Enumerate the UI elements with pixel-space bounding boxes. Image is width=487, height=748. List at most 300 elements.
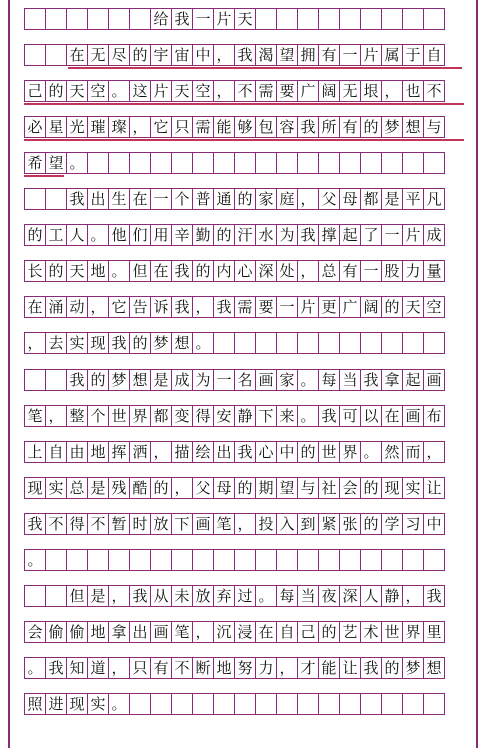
grid-cell: 现 bbox=[381, 477, 403, 499]
grid-cell: 给 bbox=[150, 8, 172, 30]
grid-cell: 天 bbox=[66, 260, 88, 282]
grid-cell: 画 bbox=[150, 621, 172, 643]
grid-cell bbox=[129, 8, 151, 30]
grid-cell: 的 bbox=[381, 657, 403, 679]
grid-cell bbox=[339, 549, 361, 571]
grid-cell: 成 bbox=[423, 224, 445, 246]
grid-cell: 一 bbox=[276, 296, 298, 318]
grid-cell bbox=[87, 152, 109, 174]
grid-cell: 到 bbox=[297, 513, 319, 535]
grid-cell: 空 bbox=[423, 296, 445, 318]
grid-cell: 想 bbox=[171, 332, 193, 354]
grid-cell: 能 bbox=[318, 657, 340, 679]
grid-cell bbox=[150, 152, 172, 174]
grid-cell: 股 bbox=[381, 260, 403, 282]
grid-cell bbox=[318, 693, 340, 715]
grid-cell: 中 bbox=[423, 513, 445, 535]
grid-row bbox=[24, 441, 464, 463]
grid-cell: 的 bbox=[24, 224, 46, 246]
grid-cell: 片 bbox=[297, 296, 319, 318]
grid-cell: ， bbox=[150, 441, 172, 463]
grid-row bbox=[24, 369, 464, 391]
grid-cell: 得 bbox=[192, 405, 214, 427]
grid-row bbox=[24, 405, 464, 427]
grid-cell bbox=[45, 369, 67, 391]
grid-cell: 道 bbox=[87, 657, 109, 679]
grid-cell bbox=[129, 549, 151, 571]
grid-cell bbox=[423, 332, 445, 354]
grid-cell: 梦 bbox=[150, 332, 172, 354]
grid-row bbox=[24, 188, 464, 210]
grid-cell: 过 bbox=[234, 585, 256, 607]
right-margin-line bbox=[476, 0, 478, 748]
grid-cell bbox=[234, 693, 256, 715]
grid-row bbox=[24, 116, 464, 138]
grid-cell: 才 bbox=[297, 657, 319, 679]
grid-cell bbox=[381, 152, 403, 174]
grid-cell: 从 bbox=[150, 585, 172, 607]
grid-row bbox=[24, 152, 464, 174]
grid-cell: 自 bbox=[276, 621, 298, 643]
grid-cell bbox=[66, 8, 88, 30]
grid-cell: 静 bbox=[381, 585, 403, 607]
grid-row bbox=[24, 657, 464, 679]
grid-cell: 拿 bbox=[381, 369, 403, 391]
grid-cell bbox=[24, 369, 46, 391]
grid-cell bbox=[150, 693, 172, 715]
grid-cell bbox=[87, 8, 109, 30]
grid-cell: 要 bbox=[255, 296, 277, 318]
grid-cell: 不 bbox=[423, 80, 445, 102]
grid-cell bbox=[213, 332, 235, 354]
grid-cell: 深 bbox=[339, 585, 361, 607]
grid-cell: 现 bbox=[87, 332, 109, 354]
grid-cell: 宙 bbox=[171, 44, 193, 66]
grid-cell: 片 bbox=[213, 8, 235, 30]
grid-cell: 于 bbox=[402, 44, 424, 66]
grid-cell bbox=[255, 8, 277, 30]
grid-cell bbox=[171, 549, 193, 571]
grid-cell: 希 bbox=[24, 152, 46, 174]
grid-cell: ， bbox=[129, 116, 151, 138]
grid-cell: 绘 bbox=[192, 441, 214, 463]
grid-cell: 我 bbox=[66, 369, 88, 391]
grid-cell: 暂 bbox=[108, 513, 130, 535]
grid-cell bbox=[45, 549, 67, 571]
grid-cell bbox=[339, 152, 361, 174]
grid-cell bbox=[24, 8, 46, 30]
grid-cell: 心 bbox=[234, 260, 256, 282]
grid-cell: 我 bbox=[24, 513, 46, 535]
grid-cell: 社 bbox=[318, 477, 340, 499]
grid-cell: 广 bbox=[339, 296, 361, 318]
grid-cell: 告 bbox=[129, 296, 151, 318]
grid-row bbox=[24, 621, 464, 643]
grid-cell: 世 bbox=[318, 441, 340, 463]
grid-cell: 尽 bbox=[108, 44, 130, 66]
grid-cell bbox=[297, 693, 319, 715]
grid-cell bbox=[24, 585, 46, 607]
grid-cell: 父 bbox=[192, 477, 214, 499]
grid-cell: 工 bbox=[45, 224, 67, 246]
grid-cell: 进 bbox=[45, 693, 67, 715]
red-underline bbox=[24, 103, 464, 105]
grid-cell bbox=[192, 152, 214, 174]
grid-cell: 我 bbox=[360, 369, 382, 391]
grid-cell bbox=[402, 332, 424, 354]
grid-cell: 望 bbox=[276, 477, 298, 499]
grid-row bbox=[24, 332, 464, 354]
grid-cell: 艺 bbox=[339, 621, 361, 643]
grid-cell: 天 bbox=[234, 8, 256, 30]
grid-cell bbox=[108, 152, 130, 174]
grid-cell: ， bbox=[87, 296, 109, 318]
grid-cell: 光 bbox=[66, 116, 88, 138]
grid-cell bbox=[255, 549, 277, 571]
grid-cell bbox=[45, 585, 67, 607]
grid-cell: 画 bbox=[402, 405, 424, 427]
grid-row bbox=[24, 585, 464, 607]
left-margin-line bbox=[8, 0, 10, 748]
grid-cell: 的 bbox=[297, 441, 319, 463]
grid-cell: 变 bbox=[171, 405, 193, 427]
grid-cell: 里 bbox=[423, 621, 445, 643]
grid-cell bbox=[234, 549, 256, 571]
grid-cell: 为 bbox=[276, 224, 298, 246]
grid-cell: 量 bbox=[423, 260, 445, 282]
grid-cell: ， bbox=[423, 441, 445, 463]
grid-cell: 拥 bbox=[297, 44, 319, 66]
grid-cell: 梦 bbox=[108, 369, 130, 391]
grid-row bbox=[24, 549, 464, 571]
grid-cell: 梦 bbox=[381, 116, 403, 138]
grid-cell bbox=[402, 549, 424, 571]
grid-cell: 辛 bbox=[171, 224, 193, 246]
grid-cell bbox=[423, 152, 445, 174]
grid-cell bbox=[255, 332, 277, 354]
grid-cell: 。 bbox=[108, 693, 130, 715]
grid-cell: ， bbox=[234, 513, 256, 535]
grid-cell: 画 bbox=[423, 369, 445, 391]
grid-cell bbox=[108, 549, 130, 571]
grid-cell: 空 bbox=[87, 80, 109, 102]
grid-cell: 实 bbox=[402, 477, 424, 499]
grid-cell: 的 bbox=[45, 80, 67, 102]
grid-cell bbox=[360, 8, 382, 30]
grid-row bbox=[24, 80, 464, 102]
grid-cell: 片 bbox=[360, 44, 382, 66]
grid-cell: 实 bbox=[45, 477, 67, 499]
grid-cell: 。 bbox=[297, 369, 319, 391]
grid-cell: 酷 bbox=[129, 477, 151, 499]
grid-cell: 不 bbox=[45, 513, 67, 535]
grid-cell: 会 bbox=[339, 477, 361, 499]
grid-cell: ， bbox=[381, 80, 403, 102]
grid-cell: 。 bbox=[108, 80, 130, 102]
grid-cell: 习 bbox=[402, 513, 424, 535]
grid-cell bbox=[213, 549, 235, 571]
grid-cell: 但 bbox=[66, 585, 88, 607]
grid-cell: 汗 bbox=[234, 224, 256, 246]
grid-cell: 容 bbox=[276, 116, 298, 138]
grid-cell: 深 bbox=[255, 260, 277, 282]
grid-cell: 属 bbox=[381, 44, 403, 66]
grid-cell bbox=[318, 332, 340, 354]
grid-cell: 下 bbox=[255, 405, 277, 427]
grid-row bbox=[24, 693, 464, 715]
grid-cell bbox=[297, 8, 319, 30]
grid-cell: 一 bbox=[213, 369, 235, 391]
grid-cell: ， bbox=[297, 188, 319, 210]
grid-cell: 是 bbox=[87, 585, 109, 607]
grid-cell: 但 bbox=[129, 260, 151, 282]
grid-cell: 中 bbox=[276, 441, 298, 463]
grid-cell: 照 bbox=[24, 693, 46, 715]
grid-cell: 长 bbox=[24, 260, 46, 282]
grid-row bbox=[24, 296, 464, 318]
grid-cell: 包 bbox=[255, 116, 277, 138]
grid-cell: 我 bbox=[171, 260, 193, 282]
grid-cell: 自 bbox=[423, 44, 445, 66]
grid-cell: 期 bbox=[255, 477, 277, 499]
grid-cell: 望 bbox=[276, 44, 298, 66]
grid-cell bbox=[192, 549, 214, 571]
grid-cell: 必 bbox=[24, 116, 46, 138]
grid-cell: 有 bbox=[339, 260, 361, 282]
red-underline bbox=[68, 67, 462, 69]
grid-cell: 也 bbox=[402, 80, 424, 102]
grid-cell: 与 bbox=[423, 116, 445, 138]
grid-cell: 总 bbox=[66, 477, 88, 499]
grid-cell: 不 bbox=[171, 657, 193, 679]
grid-cell: 父 bbox=[318, 188, 340, 210]
grid-cell: 不 bbox=[87, 513, 109, 535]
grid-cell: 梦 bbox=[402, 657, 424, 679]
grid-cell: 现 bbox=[24, 477, 46, 499]
grid-cell bbox=[381, 332, 403, 354]
grid-cell: 渴 bbox=[255, 44, 277, 66]
grid-cell: 去 bbox=[45, 332, 67, 354]
grid-cell bbox=[213, 152, 235, 174]
grid-cell: 想 bbox=[402, 116, 424, 138]
grid-cell: 都 bbox=[360, 188, 382, 210]
grid-cell: 来 bbox=[276, 405, 298, 427]
grid-cell: 上 bbox=[24, 441, 46, 463]
grid-cell: 我 bbox=[129, 585, 151, 607]
grid-cell: 内 bbox=[213, 260, 235, 282]
grid-cell: 宇 bbox=[150, 44, 172, 66]
grid-cell: 让 bbox=[423, 477, 445, 499]
grid-cell: 可 bbox=[339, 405, 361, 427]
grid-cell: 个 bbox=[87, 405, 109, 427]
grid-cell: ， bbox=[108, 585, 130, 607]
grid-cell bbox=[381, 549, 403, 571]
grid-cell: ， bbox=[192, 296, 214, 318]
grid-cell: 只 bbox=[129, 657, 151, 679]
grid-cell bbox=[276, 332, 298, 354]
grid-cell: 的 bbox=[192, 260, 214, 282]
grid-cell: 只 bbox=[171, 116, 193, 138]
grid-cell: 这 bbox=[129, 80, 151, 102]
grid-cell: 下 bbox=[171, 513, 193, 535]
grid-cell: 我 bbox=[423, 585, 445, 607]
grid-cell: 总 bbox=[318, 260, 340, 282]
grid-cell bbox=[402, 693, 424, 715]
grid-cell bbox=[297, 549, 319, 571]
grid-cell: 阔 bbox=[360, 296, 382, 318]
grid-cell: 每 bbox=[318, 369, 340, 391]
grid-cell: 通 bbox=[213, 188, 235, 210]
grid-cell bbox=[255, 693, 277, 715]
grid-cell: 布 bbox=[423, 405, 445, 427]
grid-row bbox=[24, 260, 464, 282]
grid-cell bbox=[402, 8, 424, 30]
grid-cell: 阔 bbox=[318, 80, 340, 102]
grid-cell: 在 bbox=[255, 621, 277, 643]
grid-cell bbox=[192, 693, 214, 715]
grid-cell: 我 bbox=[234, 441, 256, 463]
grid-cell: 片 bbox=[150, 80, 172, 102]
grid-cell: 的 bbox=[360, 513, 382, 535]
grid-row bbox=[24, 44, 464, 66]
grid-cell: 静 bbox=[234, 405, 256, 427]
grid-cell: 一 bbox=[339, 44, 361, 66]
grid-cell: 地 bbox=[87, 621, 109, 643]
grid-cell: 人 bbox=[360, 585, 382, 607]
grid-cell: 。 bbox=[87, 224, 109, 246]
grid-cell bbox=[297, 332, 319, 354]
grid-cell: 的 bbox=[129, 44, 151, 66]
grid-cell bbox=[423, 549, 445, 571]
grid-cell: 无 bbox=[87, 44, 109, 66]
grid-cell: 残 bbox=[108, 477, 130, 499]
grid-cell: 整 bbox=[66, 405, 88, 427]
grid-cell: 拿 bbox=[108, 621, 130, 643]
grid-cell bbox=[297, 152, 319, 174]
grid-cell bbox=[66, 549, 88, 571]
grid-cell: 。 bbox=[192, 332, 214, 354]
grid-cell: 为 bbox=[192, 369, 214, 391]
grid-cell: 它 bbox=[150, 116, 172, 138]
grid-cell: 一 bbox=[360, 260, 382, 282]
grid-cell: 界 bbox=[402, 621, 424, 643]
grid-row bbox=[24, 8, 464, 30]
grid-cell: ， bbox=[24, 332, 46, 354]
grid-cell: 与 bbox=[297, 477, 319, 499]
grid-cell: 出 bbox=[129, 621, 151, 643]
grid-cell: 它 bbox=[108, 296, 130, 318]
grid-cell: ， bbox=[213, 80, 235, 102]
grid-cell bbox=[171, 693, 193, 715]
grid-cell: 的 bbox=[381, 296, 403, 318]
grid-cell: 生 bbox=[108, 188, 130, 210]
grid-cell: 人 bbox=[66, 224, 88, 246]
grid-cell: ， bbox=[276, 657, 298, 679]
grid-cell bbox=[339, 332, 361, 354]
grid-cell: 地 bbox=[87, 441, 109, 463]
grid-cell: 够 bbox=[234, 116, 256, 138]
grid-cell bbox=[381, 693, 403, 715]
grid-cell: 知 bbox=[66, 657, 88, 679]
grid-cell: 的 bbox=[45, 260, 67, 282]
grid-cell: 能 bbox=[213, 116, 235, 138]
grid-cell bbox=[45, 188, 67, 210]
grid-cell: 一 bbox=[192, 8, 214, 30]
grid-cell: 我 bbox=[171, 8, 193, 30]
grid-cell: 沉 bbox=[213, 621, 235, 643]
grid-cell: 断 bbox=[192, 657, 214, 679]
grid-cell: 想 bbox=[129, 369, 151, 391]
grid-cell: 在 bbox=[24, 296, 46, 318]
grid-cell: 术 bbox=[360, 621, 382, 643]
grid-cell: 们 bbox=[129, 224, 151, 246]
grid-cell: 。 bbox=[66, 152, 88, 174]
grid-cell: 我 bbox=[108, 332, 130, 354]
grid-cell: 实 bbox=[66, 332, 88, 354]
grid-cell: 努 bbox=[234, 657, 256, 679]
grid-cell: 个 bbox=[171, 188, 193, 210]
grid-cell bbox=[318, 8, 340, 30]
grid-cell: 己 bbox=[297, 621, 319, 643]
grid-cell: 界 bbox=[339, 441, 361, 463]
grid-cell bbox=[276, 8, 298, 30]
grid-cell: 需 bbox=[192, 116, 214, 138]
grid-cell: 挥 bbox=[108, 441, 130, 463]
grid-cell: 有 bbox=[339, 116, 361, 138]
grid-cell bbox=[360, 549, 382, 571]
grid-cell: 了 bbox=[360, 224, 382, 246]
grid-cell bbox=[45, 44, 67, 66]
grid-cell: 浸 bbox=[234, 621, 256, 643]
grid-cell: 庭 bbox=[276, 188, 298, 210]
grid-cell: 当 bbox=[339, 369, 361, 391]
grid-cell: ， bbox=[108, 657, 130, 679]
grid-cell: 勤 bbox=[192, 224, 214, 246]
grid-cell bbox=[108, 8, 130, 30]
grid-cell: 需 bbox=[234, 296, 256, 318]
grid-cell bbox=[234, 332, 256, 354]
grid-cell: 成 bbox=[171, 369, 193, 391]
grid-cell bbox=[360, 693, 382, 715]
grid-cell: 起 bbox=[339, 224, 361, 246]
grid-cell: 出 bbox=[87, 188, 109, 210]
grid-row bbox=[24, 477, 464, 499]
grid-cell: 家 bbox=[276, 369, 298, 391]
grid-cell: 现 bbox=[66, 693, 88, 715]
grid-cell: 有 bbox=[318, 44, 340, 66]
grid-cell bbox=[234, 152, 256, 174]
grid-cell: 母 bbox=[213, 477, 235, 499]
grid-cell: 望 bbox=[45, 152, 67, 174]
grid-cell: ， bbox=[402, 585, 424, 607]
grid-cell: 垠 bbox=[360, 80, 382, 102]
grid-cell: 不 bbox=[234, 80, 256, 102]
grid-cell: 地 bbox=[213, 657, 235, 679]
grid-cell: 描 bbox=[171, 441, 193, 463]
grid-cell bbox=[339, 8, 361, 30]
grid-cell: 广 bbox=[297, 80, 319, 102]
grid-cell bbox=[171, 152, 193, 174]
grid-cell bbox=[360, 152, 382, 174]
grid-cell: ， bbox=[45, 405, 67, 427]
grid-cell bbox=[45, 8, 67, 30]
grid-cell: 。 bbox=[297, 405, 319, 427]
grid-cell bbox=[402, 152, 424, 174]
grid-cell: 界 bbox=[129, 405, 151, 427]
grid-cell: 在 bbox=[150, 260, 172, 282]
grid-cell: ， bbox=[297, 260, 319, 282]
grid-cell: ， bbox=[192, 621, 214, 643]
